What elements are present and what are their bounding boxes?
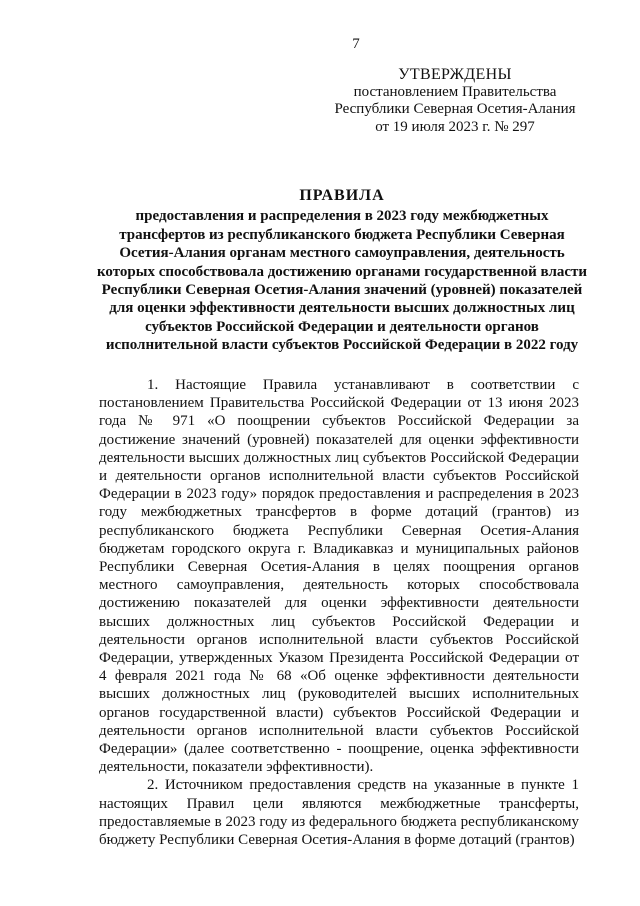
page-number: 7 (352, 36, 360, 52)
approval-line-3: от 19 июля 2023 г. № 297 (375, 118, 535, 135)
paragraph-2: 2. Источником предоставления средств на указанные в пункте 1 настоящих Правил цели являются межбюджетные трансферты, предоставляемые в 2023 году из федерального бюджета республиканскому бюджету Республики Северная Осетия-Алания в форме дотаций (грантов) (99, 777, 579, 849)
document-title: ПРАВИЛА (299, 187, 385, 204)
document-body (99, 376, 579, 849)
paragraph-1: 1. Настоящие Правила устанавливают в соответствии с постановлением Правительства Российской Федерации от 13 июня 2023 года № 971 «О поощрении субъектов Российской Федерации за достижение значений (уровней) показателей для оценки эффективности деятельности высших должностных лиц субъектов Российской Федерации и деятельности органов исполнительной власти субъектов Российской Федерации в 2023 году» порядок предоставления и распределения в 2023 году межбюджетных трансфертов в форме дотаций (грантов) из республиканского бюджета Республики Северная Осетия-Алания бюджетам городского округа г. Владикавказ и муниципальных районов Республики Северная Осетия-Алания в целях поощрения органов местного самоуправления, деятельность которых способствовала достижению показателей для оценки эффективности деятельности высших должностных лиц субъектов Российской Федерации и деятельности органов исполнительной власти субъектов Российской Федерации, утвержденных Указом Президента Российской Федерации от 4 февраля 2021 года № 68 «Об оценке эффективности деятельности высших должностных лиц (руководителей высших исполнительных органов государственной власти) субъектов Российской Федерации и деятельности органов исполнительной власти субъектов Российской Федерации» (далее соответственно - поощрение, оценка эффективности деятельности, показатели эффективности). (99, 377, 579, 776)
approval-block (330, 66, 580, 136)
document-subtitle: предоставления и распределения в 2023 году межбюджетных трансфертов из республиканского бюджета Республики Северная Осетия-Алания органам местного самоуправления, деятельность которых способствовала достижению органами государственной власти Республики Северная Осетия-Алания значений (уровней) показателей для оценки эффективности деятельности высших должностных лиц субъектов Российской Федерации и деятельности органов исполнительной власти субъектов Российской Федерации в 2022 году (96, 208, 588, 354)
approval-line-2: Республики Северная Осетия-Алания (334, 101, 576, 117)
approval-stamp: УТВЕРЖДЕНЫ (398, 66, 512, 83)
document-title-block (92, 187, 592, 355)
approval-line-1: постановлением Правительства (353, 83, 557, 100)
